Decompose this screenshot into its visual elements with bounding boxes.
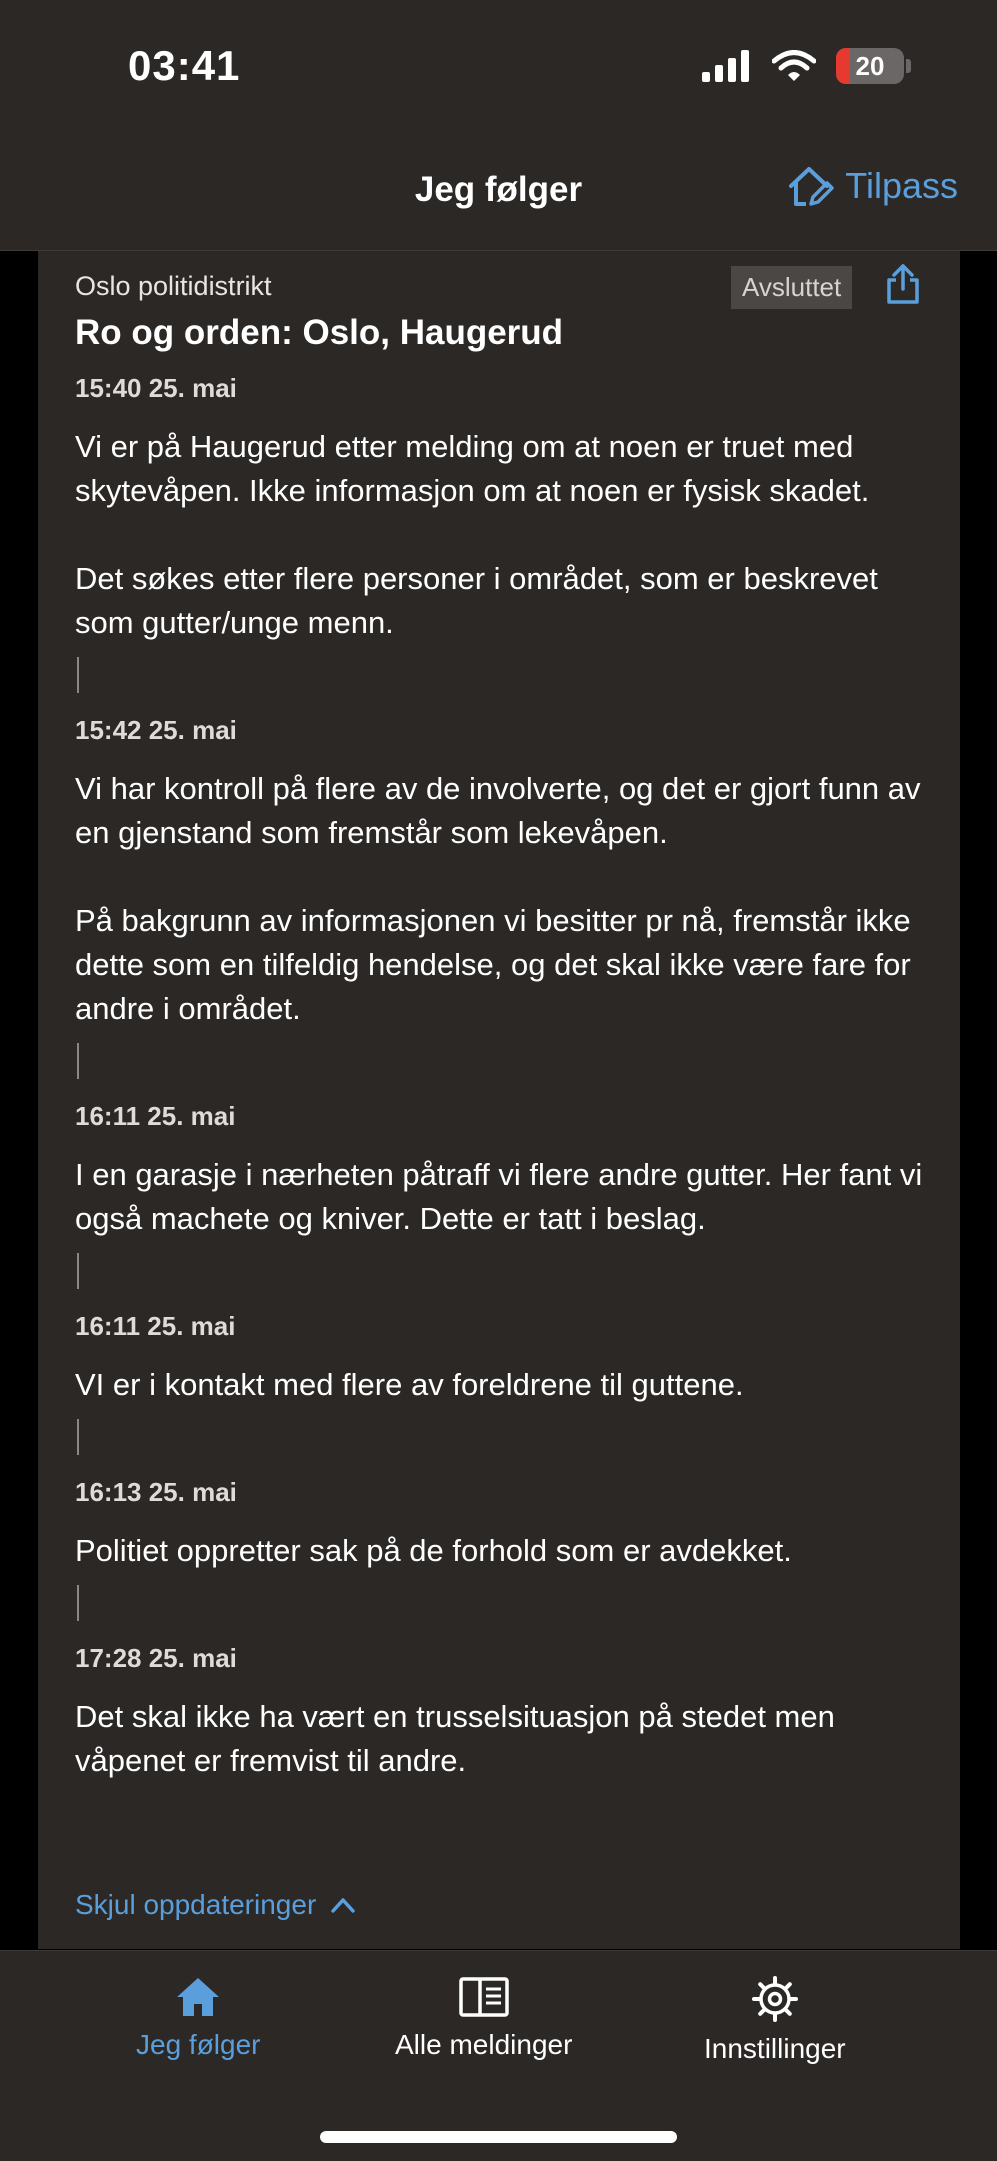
customize-label: Tilpass [845,165,958,206]
wifi-icon [772,50,816,82]
battery-level: 20 [855,50,885,81]
update-entry [75,373,935,693]
update-text: Politiet oppretter sak på de forhold som er avdekket. [75,1533,792,1568]
update-text: VI er i kontakt med flere av foreldrene til guttene. [75,1367,744,1402]
timeline-connector [77,657,79,693]
police-district: Oslo politidistrikt [75,271,272,301]
hide-updates-button[interactable] [75,1889,356,1921]
update-entry [75,1101,935,1289]
update-entry [75,1311,935,1455]
timeline-connector [77,1585,79,1621]
home-indicator [320,2131,677,2143]
navigation-bar [0,130,997,251]
timeline-connector [77,1419,79,1455]
status-badge: Avsluttet [731,266,852,309]
incident-title: Ro og orden: Oslo, Haugerud [75,313,564,352]
update-entry [75,1643,935,1783]
home-icon [174,1975,222,2019]
update-timestamp: 17:28 25. mai [75,1643,237,1673]
tab-innstillinger[interactable] [704,1975,846,2065]
cellular-signal-icon [702,50,752,82]
tab-label: Alle meldinger [395,2029,573,2060]
share-icon[interactable] [885,263,921,305]
update-timestamp: 16:11 25. mai [75,1101,236,1131]
tab-alle-meldinger[interactable] [395,1975,572,2061]
timeline-connector [77,1043,79,1079]
page-title: Jeg følger [414,170,583,209]
update-entry [75,1477,935,1621]
home-edit-icon [787,164,835,208]
customize-button[interactable] [787,164,958,208]
chevron-up-icon [330,1896,356,1914]
tab-jeg-folger[interactable] [136,1975,261,2061]
tab-label: Innstillinger [704,2033,846,2064]
hide-updates-label: Skjul oppdateringer [75,1889,317,1920]
battery-tip [906,59,911,73]
update-text: Vi har kontroll på flere av de involverte, og det er gjort funn av en gjenstand som fremstår som lekevåpen. [75,771,921,850]
battery-fill [836,48,850,84]
messages-icon [458,1975,510,2019]
update-text: På bakgrunn av informasjonen vi besitter pr nå, fremstår ikke dette som en tilfeldig hendelse, og det skal ikke være fare for andre i området. [75,903,911,1026]
update-timestamp: 16:11 25. mai [75,1311,236,1341]
update-entry [75,715,935,1079]
timeline-connector [77,1253,79,1289]
tab-label: Jeg følger [136,2029,261,2060]
update-text: Det skal ikke ha vært en trusselsituasjon på stedet men våpenet er fremvist til andre. [75,1699,835,1778]
status-icons [702,48,911,84]
tab-bar [0,1950,997,2161]
update-text: Vi er på Haugerud etter melding om at noen er truet med skytevåpen. Ikke informasjon om at noen er fysisk skadet. [75,429,870,508]
update-timestamp: 16:13 25. mai [75,1477,237,1507]
update-text: I en garasje i nærheten påtraff vi flere andre gutter. Her fant vi også machete og kniver. Dette er tatt i beslag. [75,1157,923,1236]
incident-card [38,251,960,1949]
update-timestamp: 15:40 25. mai [75,373,237,403]
gear-icon [751,1975,799,2023]
battery-icon [836,48,904,84]
updates-timeline [75,373,935,1783]
status-time: 03:41 [128,42,241,89]
status-bar [0,0,997,130]
update-text: Det søkes etter flere personer i området, som er beskrevet som gutter/unge menn. [75,561,878,640]
update-timestamp: 15:42 25. mai [75,715,237,745]
